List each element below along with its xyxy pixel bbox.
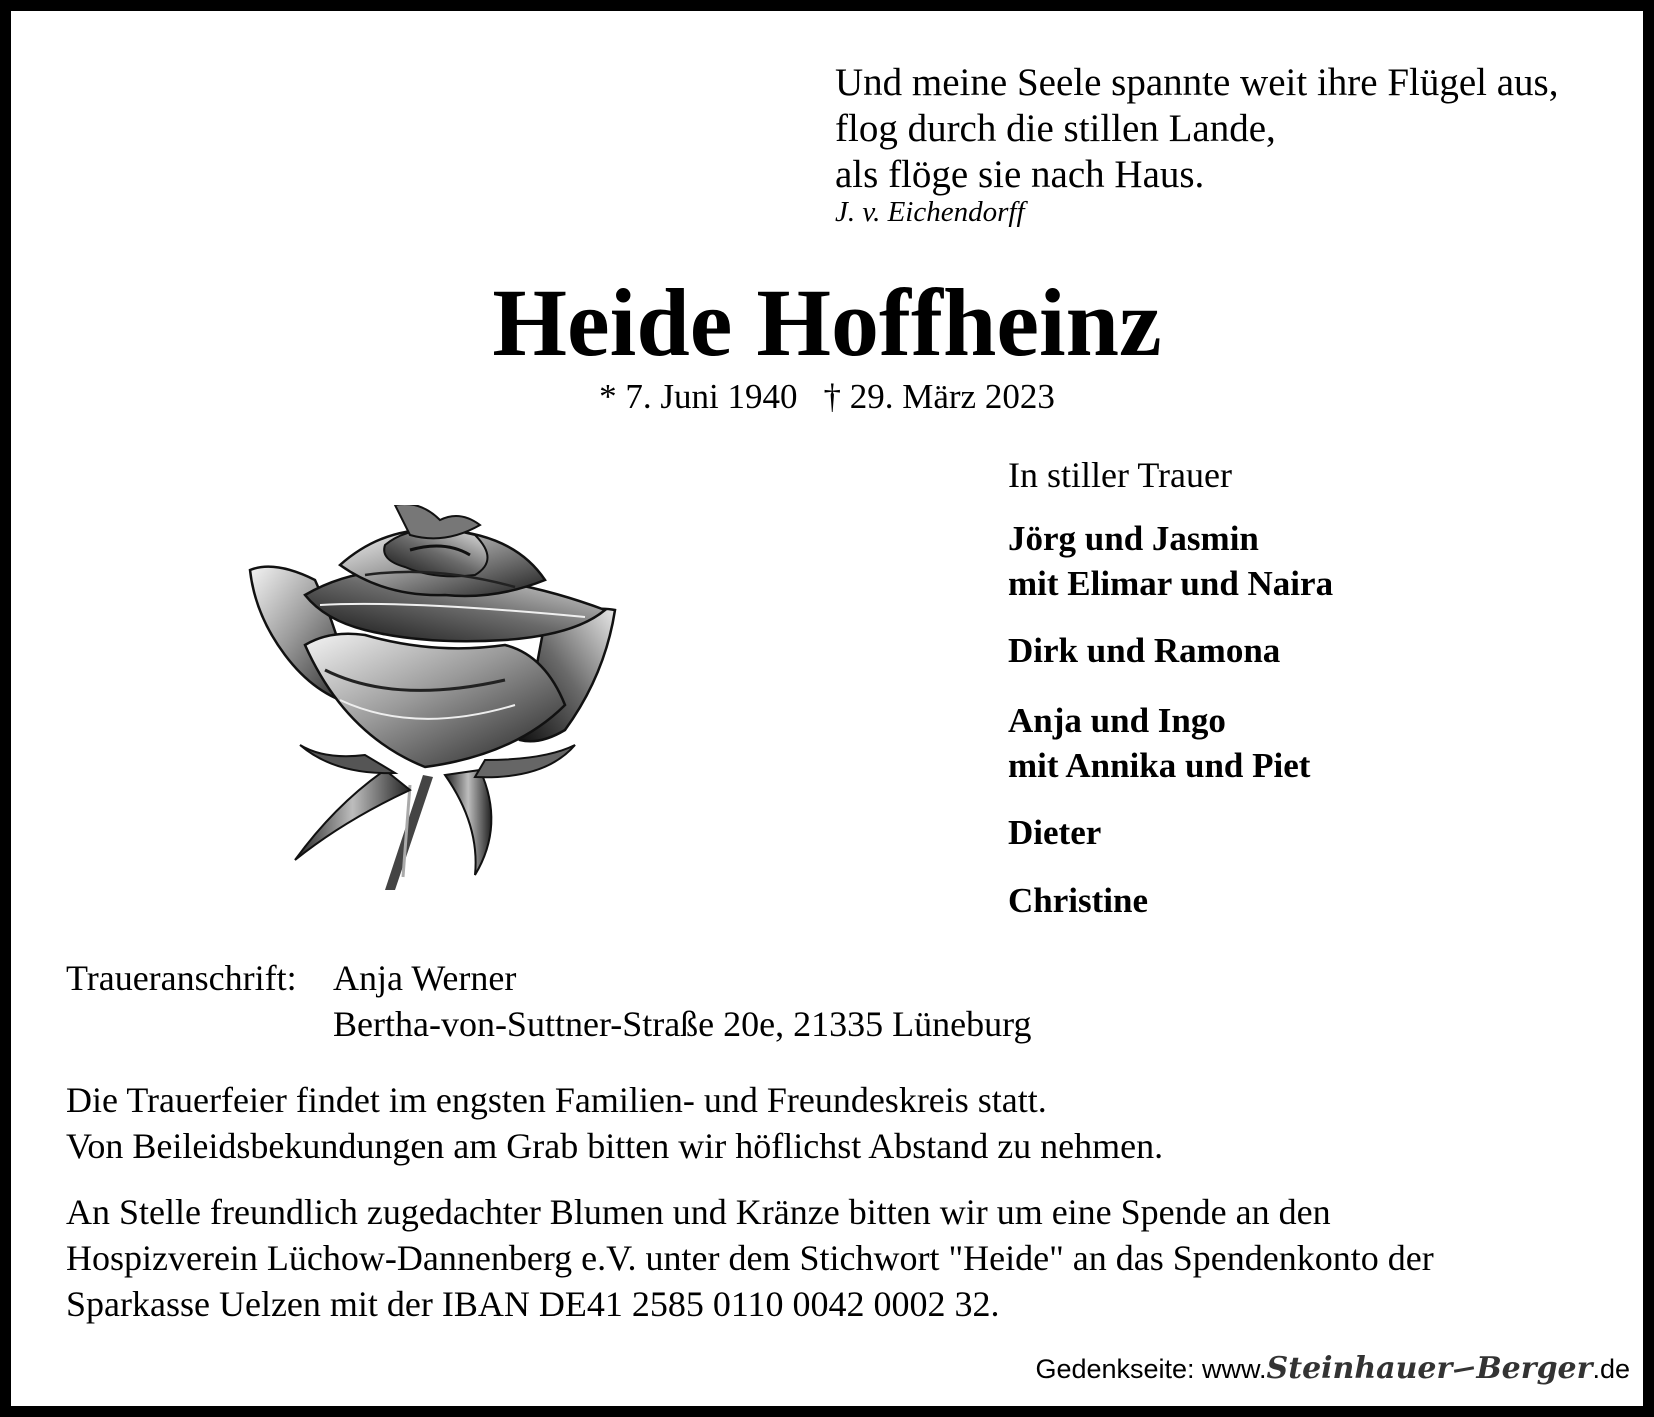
mourner-line: mit Annika und Piet xyxy=(1008,746,1311,785)
mourner-line: Dieter xyxy=(1008,813,1102,852)
mourner-line: mit Elimar und Naira xyxy=(1008,564,1334,603)
death-date: † 29. März 2023 xyxy=(823,377,1055,416)
poem-quote xyxy=(835,60,1558,198)
notice-line: Die Trauerfeier findet im engsten Familien- und Freundeskreis statt. xyxy=(66,1080,1047,1120)
mourner-line: Christine xyxy=(1008,881,1148,920)
birth-date: * 7. Juni 1940 xyxy=(599,377,798,416)
mourner-group xyxy=(1008,810,1101,855)
mourning-intro: In stiller Trauer xyxy=(1008,455,1232,495)
footer-suffix: .de xyxy=(1592,1354,1630,1384)
donation-notice xyxy=(66,1189,1434,1327)
quote-line: flog durch die stillen Lande, xyxy=(835,107,1276,150)
notice-line: Von Beileidsbekundungen am Grab bitten wir höflichst Abstand zu nehmen. xyxy=(66,1126,1164,1166)
ceremony-notice xyxy=(66,1077,1163,1169)
address-line: Bertha-von-Suttner-Straße 20e, 21335 Lüneburg xyxy=(333,1004,1032,1044)
memorial-page-link[interactable] xyxy=(1035,1349,1630,1389)
mourner-group xyxy=(1008,878,1148,923)
mourner-line: Dirk und Ramona xyxy=(1008,631,1281,670)
mourner-line: Jörg und Jasmin xyxy=(1008,519,1259,558)
quote-author: J. v. Eichendorff xyxy=(835,196,1025,228)
mourner-line: Anja und Ingo xyxy=(1008,701,1226,740)
mourning-address xyxy=(333,955,1031,1047)
logo-part-berger: Berger xyxy=(1476,1351,1593,1386)
notice-line: An Stelle freundlich zugedachter Blumen und Kränze bitten wir um eine Spende an den xyxy=(66,1192,1331,1232)
address-line: Anja Werner xyxy=(333,958,517,998)
notice-line: Hospizverein Lüchow-Dannenberg e.V. unter dem Stichwort "Heide" an das Spendenkonto der xyxy=(66,1238,1434,1278)
quote-line: Und meine Seele spannte weit ihre Flügel aus, xyxy=(835,61,1559,104)
life-dates xyxy=(0,376,1654,418)
notice-line: Sparkasse Uelzen mit der IBAN DE41 2585 0110 0042 0002 32. xyxy=(66,1284,1000,1324)
rose-icon xyxy=(245,505,645,890)
mourner-group xyxy=(1008,628,1280,673)
deceased-name: Heide Hoffheinz xyxy=(492,269,1162,376)
mourner-group xyxy=(1008,516,1333,606)
mourner-group xyxy=(1008,698,1310,788)
address-label: Traueranschrift: xyxy=(66,958,297,998)
footer-prefix: Gedenkseite: www. xyxy=(1035,1354,1267,1384)
logo-part-steinhauer: Steinhauer xyxy=(1266,1351,1453,1386)
quote-line: als flöge sie nach Haus. xyxy=(835,153,1205,196)
logo-dash xyxy=(1454,1366,1474,1372)
